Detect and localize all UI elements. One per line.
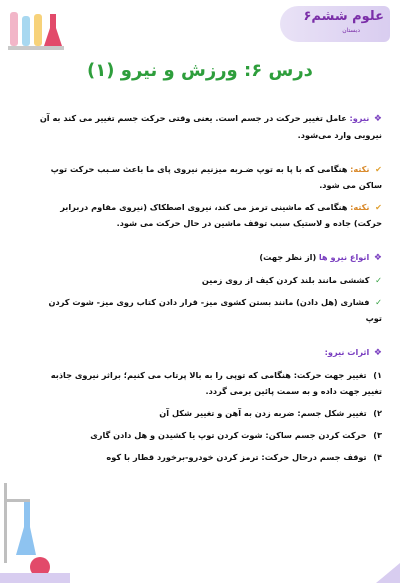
content bbox=[30, 110, 382, 471]
type-item-text: کششی مانند بلند کردن کیف از روی زمین bbox=[201, 275, 370, 285]
check-icon: ✔ bbox=[375, 202, 382, 212]
effect-item-text: حرکت کردن جسم ساکن: شوت کردن توپ یا کشیدن و هل دادن گاری bbox=[90, 430, 367, 440]
item-number: ۳) bbox=[373, 430, 382, 440]
effect-item-text: توقف جسم درحال حرکت: ترمز کردن خودرو-برخورد قطار با کوه bbox=[106, 452, 367, 462]
list-item bbox=[30, 427, 382, 443]
brand-title: علوم ششم۶ bbox=[303, 9, 384, 24]
note-paragraph bbox=[30, 161, 382, 193]
definition-paragraph bbox=[30, 110, 382, 143]
list-item bbox=[30, 449, 382, 465]
type-item-text: فشاری (هل دادن) مانند بستن کشوی میز- قرار دادن کتاب روی میز- شوت کردن توپ bbox=[48, 297, 382, 323]
item-number: ۴) bbox=[373, 452, 382, 462]
lesson-title: درس ۶: ورزش و نیرو (۱) bbox=[87, 60, 313, 81]
types-heading-label: انواع نیرو ها bbox=[318, 252, 370, 262]
effects-heading bbox=[30, 344, 382, 361]
item-number: ۲) bbox=[373, 408, 382, 418]
check-icon: ✔ bbox=[375, 164, 382, 174]
item-number: ۱) bbox=[373, 370, 382, 380]
list-item bbox=[30, 272, 382, 288]
effect-item-text: تغییر شکل جسم: ضربه زدن به آهن و تغییر شکل آن bbox=[159, 408, 367, 418]
check-icon: ✓ bbox=[375, 297, 382, 307]
definition-text: عامل تغییر حرکت در جسم است. یعنی وقتی حرکت جسم تغییر می کند به آن نیرویی وارد می‌شود. bbox=[39, 113, 382, 140]
brand-subtitle: دبستان bbox=[342, 27, 360, 34]
note-text: هنگامی که ماشینی ترمز می کند، نیروی اصطکاک (نیروی مقاوم دربرابر حرکت) جاده و لاستیک سبب توقف ماشین در حال حرکت می شود. bbox=[60, 202, 382, 228]
lab-equipment-icon bbox=[6, 2, 66, 58]
note-text: هنگامی که با پا به توپ ضـربه میزنیم نیروی پای ما باعث سـبب حرکت توپ ساکن می شود. bbox=[50, 164, 382, 190]
effects-heading-label: اثرات نیرو: bbox=[324, 347, 370, 357]
note-label: نکته: bbox=[350, 202, 370, 212]
types-heading bbox=[30, 249, 382, 266]
corner-decoration-icon bbox=[376, 563, 400, 583]
list-item bbox=[30, 294, 382, 326]
diamond-bullet-icon: ❖ bbox=[373, 348, 382, 358]
note-label: نکته: bbox=[350, 164, 370, 174]
list-item bbox=[30, 405, 382, 421]
note-paragraph bbox=[30, 199, 382, 231]
list-item bbox=[30, 367, 382, 399]
diamond-bullet-icon: ❖ bbox=[373, 114, 382, 124]
effect-item-text: تغییر جهت حرکت: هنگامی که توپی را به بالا پرتاب می کنیم؛ براثر نیروی جاذبه تغییر جهت داده و به سمت پائین برمی گردد. bbox=[50, 370, 382, 396]
check-icon: ✓ bbox=[375, 275, 382, 285]
definition-label: نیرو: bbox=[349, 113, 370, 123]
header bbox=[0, 0, 400, 62]
types-heading-suffix: (از نظر جهت) bbox=[259, 252, 317, 262]
microscope-decoration-icon bbox=[0, 463, 70, 583]
diamond-bullet-icon: ❖ bbox=[373, 253, 382, 263]
